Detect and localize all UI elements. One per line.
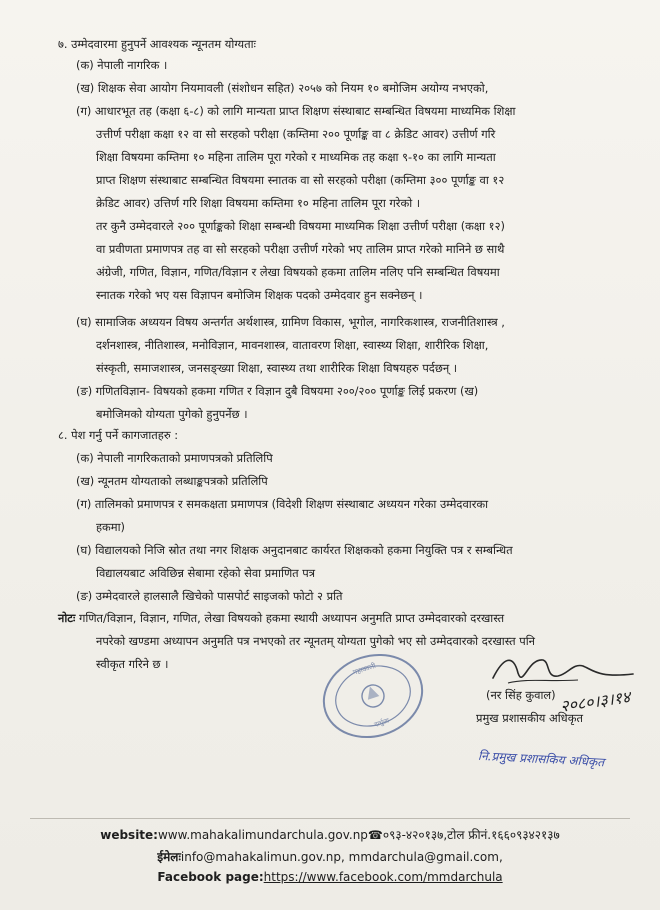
phone-number: ☎०९३-४२०१३७,टोल फ्रीनं.१६६०९३४२१३७ [367,828,560,842]
section-7-item-gha-line: दर्शनशास्त्र, नीतिशास्त्र, मनोविज्ञान, मावनशास्त्र, वातावरण शिक्षा, स्वास्थ्य शिक्षा, शारीरिक शिक्षा, [96,338,489,352]
section-7-item-ga-line: स्नातक गरेको भए यस विज्ञापन बमोजिम शिक्षक पदको उम्मेदवार हुन सक्नेछन् । [96,288,423,302]
section-7-item-ga-line: क्रेडिट आवर) उत्तिर्ण गरि शिक्षा विषयमा कम्तिमा १० महिना तालिम पूरा गरेको । [96,196,421,210]
section-8-heading: ८. पेश गर्नु पर्ने कागजातहरु : [58,428,179,442]
website-link[interactable]: www.mahakalimundarchula.gov.np [157,828,368,842]
section-7-item-gha: (घ) सामाजिक अध्ययन विषय अन्तर्गत अर्थशास्त्र, ग्रामिण विकास, भूगोल, नागरिकशास्त्र, राजनीतिशास्त्र , [76,315,505,329]
section-8-item-kha: (ख) न्यूनतम योग्यताको लब्धाङ्कपत्रको प्रतिलिपि [76,474,268,488]
svg-text:महाकाली: महाकाली [351,661,377,677]
section-7-heading: ७. उम्मेदवारमा हुनुपर्ने आवश्यक न्यूनतम योग्यताः [58,37,256,51]
section-7-item-ga-line: वा प्रवीणता प्रमाणपत्र तह वा सो सरहको परीक्षा उत्तीर्ण गरेको भए तालिम प्राप्त गरेको मानिने छ साथै [96,242,505,256]
note-line [58,608,504,629]
section-7-item-ga: (ग) आधारभूत तह (कक्षा ६-८) को लागि मान्यता प्राप्त शिक्षण संस्थाबाट सम्बन्धित विषयमा माध्यमिक शिक्षा [76,104,516,118]
municipality-seal [318,648,428,743]
footer-facebook-line [0,870,660,884]
section-8-item-gha: (घ) विद्यालयको निजि स्रोत तथा नगर शिक्षक अनुदानबाट कार्यरत शिक्षकको हकमा नियुक्ति पत्र र सम्बन्धित [76,543,513,557]
handwritten-date: २०८०।३।१४ [559,687,632,716]
section-7-item-nga-line: बमोजिमको योग्यता पुगेको हुनुपर्नेछ । [96,407,248,421]
email-address[interactable]: info@mahakalimun.gov.np, mmdarchula@gmail.com, [180,850,503,864]
note-line: स्वीकृत गरिने छ । [96,657,169,671]
facebook-label: Facebook page: [157,870,264,884]
section-8-item-ga-line: हकमा) [96,520,126,534]
footer-website-line [0,826,660,843]
website-label: website: [100,828,158,842]
section-8-item-nga: (ङ) उम्मेदवारले हालसालै खिचेको पासपोर्ट साइजको फोटो २ प्रति [76,589,343,603]
section-8-item-gha-line: विद्यालयबाट अविछिन्न सेबामा रहेको सेवा प्रमाणित पत्र [96,566,316,580]
section-7-item-ga-line: अंग्रेजी, गणित, विज्ञान, गणित/विज्ञान र लेखा विषयको हकमा तालिम नलिए पनि सम्बन्धित विषयमा [96,265,500,279]
signatory-name: (नर सिंह कुवाल) [486,688,556,702]
section-7-item-ga-line: उत्तीर्ण परीक्षा कक्षा १२ वा सो सरहको परीक्षा (कम्तिमा २०० पूर्णाङ्क वा ८ क्रेडिट आवर) उत्तीर्ण गरि [96,127,496,141]
note-label: नोटः [58,611,76,625]
svg-text:दार्चुला: दार्चुला [373,716,391,729]
section-7-item-ga-line: प्राप्त शिक्षण संस्थाबाट सम्बन्धित विषयमा स्नातक वा सो सरहको परीक्षा (कम्तिमा ३०० पूर्णाङ्क वा १२ [96,173,505,187]
section-7-item-kha: (ख) शिक्षक सेवा आयोग नियमावली (संशोधन सहित) २०५७ को नियम १० बमोजिम अयोग्य नभएको, [76,81,489,95]
designation-stamp: नि.प्रमुख प्रशासकिय अधिकृत [477,748,605,770]
section-7-item-nga: (ङ) गणितविज्ञान- विषयको हकमा गणित र विज्ञान दुबै विषयमा २००/२०० पूर्णाङ्क लिई प्रकरण (ख) [76,384,479,398]
note-text: गणित/विज्ञान, विज्ञान, गणित, लेखा विषयको हकमा स्थायी अध्यापन अनुमति प्राप्त उम्मेदवारको दरखास्त [78,611,505,625]
footer-divider [30,818,630,819]
note-line: नपरेको खण्डमा अध्यापन अनुमति पत्र नभएको तर न्यूनतम् योग्यता पुगेको भए सो उम्मेदवारको दरखास्त पनि [96,634,535,648]
section-7-item-gha-line: संस्कृती, समाजशास्त्र, जनसङ्ख्या शिक्षा, स्वास्थ्य तथा शारीरिक शिक्षा विषयहरु पर्दछन् । [96,361,458,375]
section-7-item-ga-line: तर कुनै उम्मेदवारले २०० पूर्णाङ्कको शिक्षा सम्बन्धी विषयमा माध्यमिक शिक्षा उत्तीर्ण परीक्षा (कक्षा १२) [96,219,505,233]
section-7-item-ka: (क) नेपाली नागरिक । [76,58,168,72]
footer-email-line [0,848,660,865]
section-7-item-ga-line: शिक्षा विषयमा कम्तिमा १० महिना तालिम पूरा गरेको र माध्यमिक तह कक्षा ९-१० का लागि मान्यता [96,150,496,164]
signatory-title: प्रमुख प्रशासकीय अधिकृत [476,711,583,725]
facebook-link[interactable]: https://www.facebook.com/mmdarchula [263,870,503,884]
section-8-item-ka: (क) नेपाली नागरिकताको प्रमाणपत्रको प्रतिलिपि [76,451,273,465]
email-label: ईमेलः [157,850,181,864]
section-8-item-ga: (ग) तालिमको प्रमाणपत्र र समकक्षता प्रमाणपत्र (विदेशी शिक्षण संस्थाबाट अध्ययन गरेका उम्मेदवारका [76,497,489,511]
